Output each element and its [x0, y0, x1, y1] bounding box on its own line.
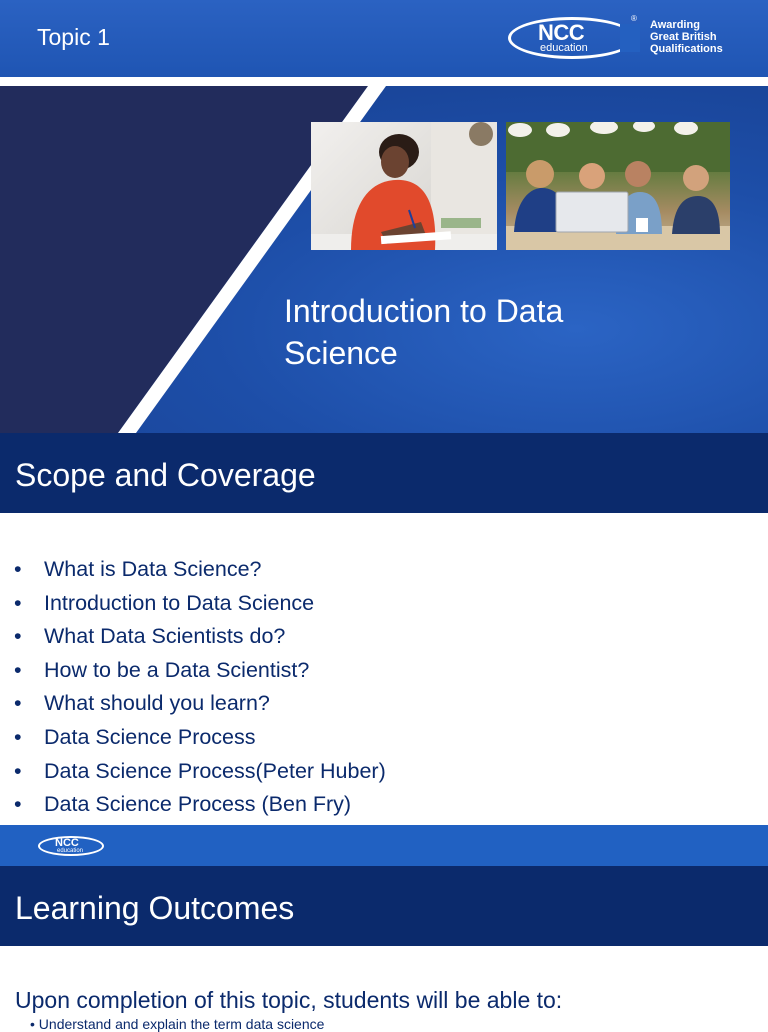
logo-tagline — [650, 19, 750, 55]
tagline-line-1: Awarding — [650, 19, 700, 31]
footer-ncc-logo — [38, 834, 108, 858]
scope-list — [14, 553, 386, 822]
top-banner — [0, 0, 768, 77]
students-laptop-photo — [506, 122, 730, 250]
outcomes-intro: Upon completion of this topic, students will be able to: — [15, 987, 563, 1013]
list-item: • What is Data Science? — [14, 553, 386, 587]
slide-footer — [0, 825, 768, 866]
list-item: • Introduction to Data Science — [14, 587, 386, 621]
tagline-line-3: Qualifications — [650, 43, 723, 55]
footer-logo-name: NCC — [55, 837, 79, 849]
outcome-item-text: Understand and explain the term data science — [38, 1016, 325, 1032]
list-item: • How to be a Data Scientist? — [14, 654, 386, 688]
list-item: • Data Science Process (Ben Fry) — [14, 788, 386, 822]
ncc-logo — [508, 14, 748, 64]
presentation-title: Introduction to Data Science — [284, 293, 564, 371]
scope-title: Scope and Coverage — [15, 457, 316, 493]
student-writing-photo — [311, 122, 497, 250]
logo-name: NCC — [538, 20, 585, 45]
scope-header — [0, 433, 768, 513]
banner-divider — [0, 77, 768, 86]
outcomes-header — [0, 866, 768, 946]
list-item: • Data Science Process(Peter Huber) — [14, 755, 386, 789]
list-item: • What should you learn? — [14, 687, 386, 721]
outcome-item: • Understand and explain the term data science — [30, 1016, 325, 1032]
topic-label: Topic 1 — [37, 24, 110, 50]
logo-registered-mark: ® — [631, 14, 637, 23]
footer-logo-sub: education — [57, 848, 84, 854]
list-item: • What Data Scientists do? — [14, 620, 386, 654]
outcomes-title: Learning Outcomes — [15, 890, 295, 926]
tagline-line-2: Great British — [650, 31, 717, 43]
logo-sub: education — [540, 42, 588, 54]
list-item: • Data Science Process — [14, 721, 386, 755]
title-slide — [0, 0, 768, 433]
